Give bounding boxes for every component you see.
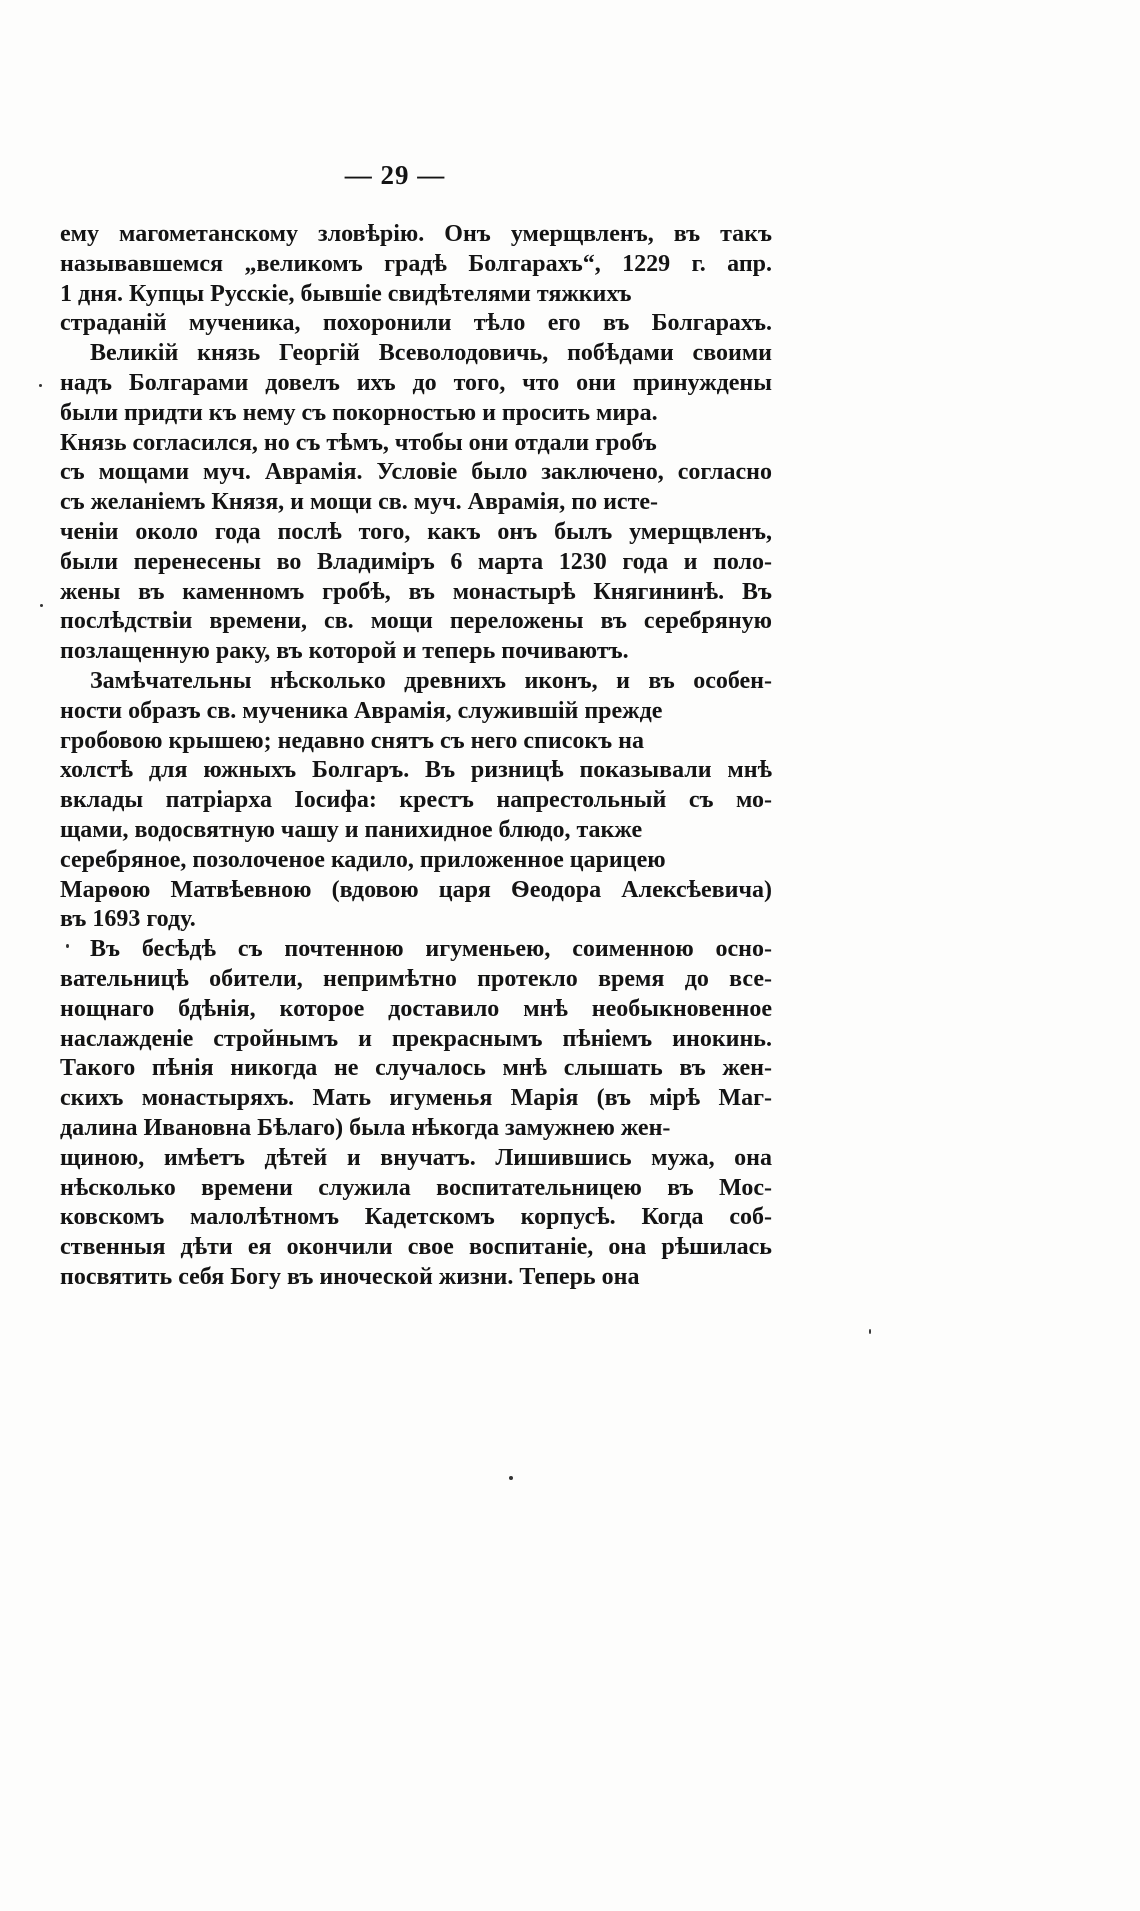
text-line bbox=[60, 1233, 772, 1263]
text-line bbox=[60, 756, 772, 786]
scan-speck bbox=[509, 1476, 513, 1480]
scan-speck bbox=[40, 604, 43, 607]
text-line-content: позлащенную раку, въ которой и теперь почиваютъ. bbox=[60, 638, 629, 665]
text-line-content: щиною, имѣетъ дѣтей и внучатъ. Лишившись мужа, она bbox=[60, 1144, 772, 1171]
text-line-content: нощнаго бдѣнія, которое доставило мнѣ необыкновенное bbox=[60, 995, 772, 1022]
text-line-content: Князь согласился, но съ тѣмъ, чтобы они отдали гробъ bbox=[60, 429, 657, 456]
scan-speck bbox=[66, 944, 69, 948]
text-line-content: ственныя дѣти ея окончили свое воспитаніе, она рѣшилась bbox=[60, 1234, 772, 1261]
text-line-content: далина Ивановна Бѣлаго) была нѣкогда замужнею жен- bbox=[60, 1114, 671, 1141]
text-line-content: Замѣчательны нѣсколько древнихъ иконъ, и въ особен- bbox=[90, 667, 772, 694]
text-line bbox=[60, 876, 772, 906]
text-line bbox=[60, 1084, 772, 1114]
text-line bbox=[60, 309, 772, 339]
text-line-content: щами, водосвятную чашу и панихидное блюдо, также bbox=[60, 816, 643, 843]
text-line-content: ему магометанскому зловѣрію. Онъ умерщвленъ, въ такъ bbox=[60, 221, 772, 247]
text-line bbox=[60, 518, 772, 548]
text-line-content: 1 дня. Купцы Русскіе, бывшіе свидѣтелями тяжкихъ bbox=[60, 280, 632, 307]
text-line bbox=[60, 1054, 772, 1084]
text-line-content: нѣсколько времени служила воспитательницею въ Мос- bbox=[60, 1174, 772, 1201]
text-line bbox=[60, 369, 772, 399]
text-line bbox=[60, 488, 772, 518]
text-line-content: были перенесены во Владиміръ 6 марта 1230 года и поло- bbox=[60, 548, 772, 575]
text-line bbox=[60, 548, 772, 578]
text-line bbox=[60, 1263, 772, 1293]
text-line bbox=[60, 727, 772, 757]
text-line-content: съ мощами муч. Аврамія. Условіе было заключено, согласно bbox=[60, 459, 772, 486]
text-line bbox=[60, 280, 772, 310]
text-line-content: страданій мученика, похоронили тѣло его въ Болгарахъ. bbox=[60, 310, 772, 337]
text-line bbox=[60, 1174, 772, 1204]
scan-speck bbox=[869, 1329, 871, 1334]
text-line bbox=[60, 429, 772, 459]
text-line-content: ченіи около года послѣ того, какъ онъ былъ умерщвленъ, bbox=[60, 518, 772, 545]
text-line bbox=[60, 935, 772, 965]
text-line bbox=[60, 846, 772, 876]
text-line bbox=[60, 578, 772, 608]
text-line-content: серебряное, позолоченое кадило, приложенное царицею bbox=[60, 846, 666, 873]
text-line bbox=[60, 1144, 772, 1174]
text-line bbox=[60, 1114, 772, 1144]
text-line bbox=[60, 905, 772, 935]
text-line bbox=[60, 1025, 772, 1055]
text-line bbox=[60, 339, 772, 369]
text-line bbox=[60, 995, 772, 1025]
text-line-content: гробовою крышею; недавно снятъ съ него списокъ на bbox=[60, 727, 645, 754]
text-line-content: называвшемся „великомъ градѣ Болгарахъ“, 1229 г. апр. bbox=[60, 250, 772, 277]
text-line-content: Великій князь Георгій Всеволодовичь, побѣдами своими bbox=[90, 340, 772, 367]
text-line-content: наслажденіе стройнымъ и прекраснымъ пѣніемъ инокинь. bbox=[60, 1025, 772, 1052]
text-line-content: съ желаніемъ Князя, и мощи св. муч. Аврамія, по исте- bbox=[60, 489, 659, 516]
text-line bbox=[60, 667, 772, 697]
text-line bbox=[60, 607, 772, 637]
text-line bbox=[60, 458, 772, 488]
text-line-content: вательницѣ обители, непримѣтно протекло время до все- bbox=[60, 965, 772, 992]
paragraph bbox=[60, 339, 772, 667]
text-line bbox=[60, 399, 772, 429]
paragraph bbox=[60, 667, 772, 935]
text-line-content: Такого пѣнія никогда не случалось мнѣ слышать въ жен- bbox=[60, 1055, 772, 1082]
text-line bbox=[60, 220, 772, 250]
page-number: — 29 — bbox=[344, 160, 446, 190]
text-line-content: были придти къ нему съ покорностью и просить мира. bbox=[60, 399, 658, 426]
text-line-content: вклады патріарха Іосифа: крестъ напрестольный съ мо- bbox=[60, 787, 772, 814]
text-line-content: Въ бесѣдѣ съ почтенною игуменьею, соименною осно- bbox=[90, 936, 772, 963]
text-line bbox=[60, 816, 772, 846]
text-line-content: ковскомъ малолѣтномъ Кадетскомъ корпусѣ. Когда соб- bbox=[60, 1204, 772, 1231]
text-line bbox=[60, 1203, 772, 1233]
page-text-body bbox=[60, 220, 772, 1293]
text-line bbox=[60, 637, 772, 667]
paragraph bbox=[60, 935, 772, 1293]
text-line bbox=[60, 250, 772, 280]
text-line-content: ности образъ св. мученика Аврамія, служившій прежде bbox=[60, 697, 663, 724]
text-line-content: послѣдствіи времени, св. мощи переложены въ серебряную bbox=[60, 608, 772, 635]
text-line bbox=[60, 786, 772, 816]
text-line bbox=[60, 965, 772, 995]
text-line-content: Марѳою Матвѣевною (вдовою царя Ѳеодора Алексѣевича) bbox=[60, 876, 772, 903]
text-line-content: скихъ монастыряхъ. Мать игуменья Марія (въ мірѣ Маг- bbox=[60, 1085, 772, 1112]
text-line-content: холстѣ для южныхъ Болгаръ. Въ ризницѣ показывали мнѣ bbox=[60, 757, 772, 784]
paragraph bbox=[60, 220, 772, 339]
scan-speck bbox=[39, 384, 42, 387]
text-line-content: жены въ каменномъ гробѣ, въ монастырѣ Княгининѣ. Въ bbox=[60, 578, 772, 605]
text-line bbox=[60, 697, 772, 727]
text-line-content: въ 1693 году. bbox=[60, 906, 196, 933]
text-line-content: посвятить себя Богу въ иноческой жизни. Теперь она bbox=[60, 1263, 640, 1290]
text-line-content: надъ Болгарами довелъ ихъ до того, что они принуждены bbox=[60, 369, 772, 396]
